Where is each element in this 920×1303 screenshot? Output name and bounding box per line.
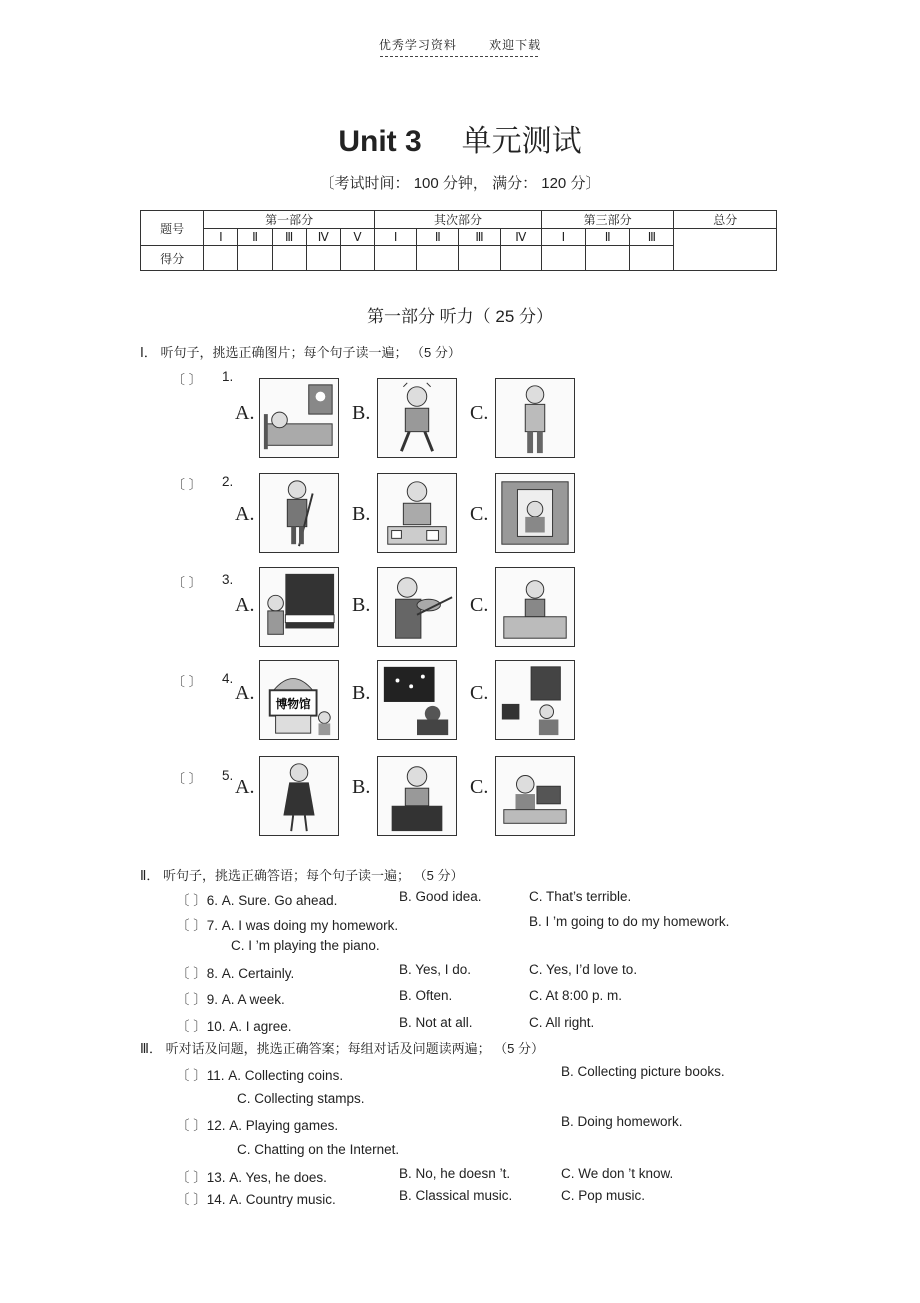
- question-9-option-c[interactable]: C. At 8:00 p. m.: [529, 988, 623, 1003]
- option-b-label: B.: [352, 402, 371, 424]
- picture-sick-in-bed[interactable]: [259, 378, 339, 458]
- section-listening-title: 第一部分 听力（ 25 分）: [366, 307, 554, 326]
- question-8[interactable]: 〔 〕8. A. Certainly.: [176, 966, 295, 981]
- question-8-option-b[interactable]: B. Yes, I do.: [399, 962, 472, 977]
- score-col: Ⅰ: [541, 229, 585, 246]
- question-number: 4.: [222, 671, 234, 686]
- question-10-option-c[interactable]: C. All right.: [529, 1015, 595, 1030]
- singing-icon: [260, 757, 338, 835]
- answer-bracket[interactable]: 〔 〕: [172, 477, 202, 492]
- exam-info: 〔考试时间： 100 分钟， 满分： 120 分〕: [319, 175, 601, 192]
- museum-sign-text: 博物馆: [275, 696, 311, 711]
- museum-icon: [260, 661, 338, 739]
- answer-bracket[interactable]: 〔 〕: [172, 674, 202, 689]
- answer-bracket[interactable]: 〔 〕: [172, 771, 202, 786]
- question-11-option-c[interactable]: C. Collecting stamps.: [237, 1091, 365, 1106]
- question-number: 2.: [222, 474, 234, 489]
- score-col: Ⅳ: [500, 229, 541, 246]
- question-14-option-c[interactable]: C. Pop music.: [561, 1188, 646, 1203]
- picture-singing[interactable]: [259, 756, 339, 836]
- picture-reading-desk[interactable]: [495, 567, 575, 647]
- option-a-label: A.: [235, 503, 255, 525]
- question-6-option-b[interactable]: B. Good idea.: [399, 889, 482, 904]
- option-b-label: B.: [352, 503, 371, 525]
- question-13[interactable]: 〔 〕13. A. Yes, he does.: [176, 1170, 327, 1185]
- score-col: Ⅰ: [375, 229, 417, 246]
- score-row-label: 题号: [141, 211, 204, 246]
- question-14-option-b[interactable]: B. Classical music.: [399, 1188, 513, 1203]
- header-left-text: 优秀学习资料: [378, 38, 457, 52]
- opening-window-icon: [496, 474, 574, 552]
- option-b-label: B.: [352, 682, 371, 704]
- part-ii-heading: Ⅱ． 听句子，挑选正确答语；每个句子读一遍； （5 分）: [140, 868, 464, 883]
- page-header: [0, 36, 920, 53]
- question-14[interactable]: 〔 〕14. A. Country music.: [176, 1192, 336, 1207]
- question-13-option-b[interactable]: B. No, he doesn ’t.: [399, 1166, 511, 1181]
- page-title: [0, 116, 920, 160]
- question-13-option-c[interactable]: C. We don ’t know.: [561, 1166, 674, 1181]
- picture-playing-violin[interactable]: [377, 567, 457, 647]
- question-9-option-b[interactable]: B. Often.: [399, 988, 453, 1003]
- score-col: Ⅲ: [630, 229, 674, 246]
- tv-icon: [496, 661, 574, 739]
- score-cell[interactable]: [500, 246, 541, 271]
- score-table: [140, 210, 777, 271]
- picture-museum[interactable]: [259, 660, 339, 740]
- question-12-option-b[interactable]: B. Doing homework.: [561, 1114, 683, 1129]
- score-col: Ⅱ: [586, 229, 630, 246]
- score-cell[interactable]: [586, 246, 630, 271]
- headache-icon: [378, 379, 456, 457]
- option-a-label: A.: [235, 682, 255, 704]
- score-cell[interactable]: [306, 246, 340, 271]
- question-8-option-c[interactable]: C. Yes, I’d love to.: [529, 962, 638, 977]
- score-cell[interactable]: [238, 246, 272, 271]
- answer-bracket[interactable]: 〔 〕: [172, 372, 202, 387]
- score-col: Ⅱ: [238, 229, 272, 246]
- question-12-option-c[interactable]: C. Chatting on the Internet.: [237, 1142, 400, 1157]
- option-a-label: A.: [235, 402, 255, 424]
- score-total: 总分: [674, 211, 777, 229]
- score-row-label: 得分: [141, 246, 204, 271]
- question-7-option-c[interactable]: C. I ’m playing the piano.: [231, 938, 380, 953]
- picture-opening-window[interactable]: [495, 473, 575, 553]
- option-b-label: B.: [352, 594, 371, 616]
- score-cell[interactable]: [630, 246, 674, 271]
- question-12[interactable]: 〔 〕12. A. Playing games.: [176, 1118, 339, 1133]
- score-col: Ⅳ: [306, 229, 340, 246]
- score-total-cell[interactable]: [674, 229, 777, 271]
- score-cell[interactable]: [375, 246, 417, 271]
- score-cell[interactable]: [541, 246, 585, 271]
- score-col: Ⅰ: [204, 229, 238, 246]
- score-part1: 第一部分: [204, 211, 375, 229]
- picture-playing-piano[interactable]: [259, 567, 339, 647]
- cleaning-room-icon: [378, 474, 456, 552]
- score-cell[interactable]: [272, 246, 306, 271]
- score-part2: 其次部分: [375, 211, 542, 229]
- sick-in-bed-icon: [260, 379, 338, 457]
- sweeping-icon: [260, 474, 338, 552]
- option-c-label: C.: [470, 776, 489, 798]
- question-9[interactable]: 〔 〕9. A. A week.: [176, 992, 285, 1007]
- piano-icon: [260, 568, 338, 646]
- score-col: Ⅴ: [340, 229, 374, 246]
- question-11-option-b[interactable]: B. Collecting picture books.: [561, 1064, 725, 1079]
- part-i-heading: Ⅰ． 听句子，挑选正确图片；每个句子读一遍； （5 分）: [140, 345, 461, 360]
- picture-using-computer[interactable]: [495, 756, 575, 836]
- score-cell[interactable]: [459, 246, 500, 271]
- part-iii-heading: Ⅲ． 听对话及问题，挑选正确答案；每组对话及问题读两遍； （5 分）: [140, 1041, 545, 1056]
- question-6-option-c[interactable]: C. That’s terrible.: [529, 889, 632, 904]
- score-col: Ⅲ: [459, 229, 500, 246]
- question-number: 3.: [222, 572, 234, 587]
- picture-watching-tv[interactable]: [495, 660, 575, 740]
- title-name: 单元测试: [461, 125, 582, 158]
- option-a-label: A.: [235, 776, 255, 798]
- header-divider: [380, 56, 538, 57]
- question-10[interactable]: 〔 〕10. A. I agree.: [176, 1019, 292, 1034]
- score-part3: 第三部分: [541, 211, 674, 229]
- computer-icon: [496, 757, 574, 835]
- question-10-option-b[interactable]: B. Not at all.: [399, 1015, 473, 1030]
- question-11[interactable]: 〔 〕11. A. Collecting coins.: [176, 1068, 344, 1083]
- question-6[interactable]: 〔 〕6. A. Sure. Go ahead.: [176, 893, 338, 908]
- picture-sweeping[interactable]: [259, 473, 339, 553]
- option-c-label: C.: [470, 503, 489, 525]
- picture-cleaning-room[interactable]: [377, 473, 457, 553]
- violin-icon: [378, 568, 456, 646]
- picture-headache[interactable]: [377, 378, 457, 458]
- toothache-icon: [496, 379, 574, 457]
- option-a-label: A.: [235, 594, 255, 616]
- picture-watching-movie[interactable]: [377, 660, 457, 740]
- score-cell[interactable]: [417, 246, 459, 271]
- question-number: 1.: [222, 369, 234, 384]
- option-b-label: B.: [352, 776, 371, 798]
- question-7-option-b[interactable]: B. I ’m going to do my homework.: [529, 914, 730, 929]
- option-c-label: C.: [470, 594, 489, 616]
- score-col: Ⅲ: [272, 229, 306, 246]
- answer-bracket[interactable]: 〔 〕: [172, 575, 202, 590]
- header-right-text: 欢迎下载: [489, 38, 542, 52]
- movie-icon: [378, 661, 456, 739]
- picture-toothache[interactable]: [495, 378, 575, 458]
- picture-at-desk[interactable]: [377, 756, 457, 836]
- score-col: Ⅱ: [417, 229, 459, 246]
- question-number: 5.: [222, 768, 234, 783]
- reading-desk-icon: [496, 568, 574, 646]
- at-desk-icon: [378, 757, 456, 835]
- option-c-label: C.: [470, 402, 489, 424]
- option-c-label: C.: [470, 682, 489, 704]
- question-7[interactable]: 〔 〕7. A. I was doing my homework.: [176, 918, 399, 933]
- score-cell[interactable]: [340, 246, 374, 271]
- title-unit: Unit 3: [338, 125, 422, 158]
- score-cell[interactable]: [204, 246, 238, 271]
